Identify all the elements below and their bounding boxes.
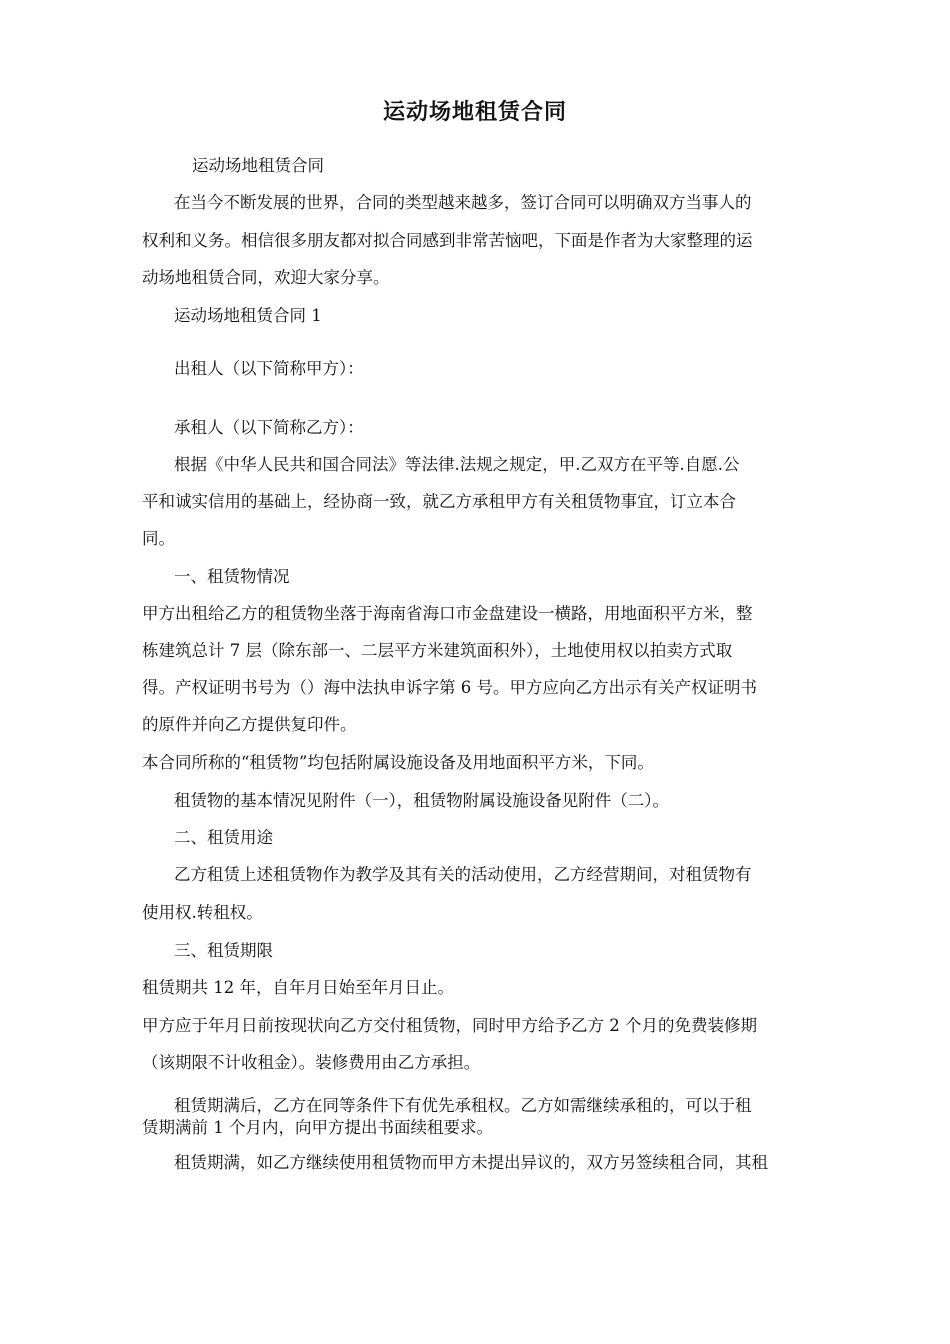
paragraph-line: 租赁物的基本情况见附件（一），租赁物附属设施设备见附件（二）。 bbox=[174, 791, 669, 810]
paragraph-line: 的原件并向乙方提供复印件。 bbox=[142, 715, 357, 734]
paragraph-line: 赁期满前 1 个月内，向甲方提出书面续租要求。 bbox=[142, 1118, 493, 1137]
party-line: 承租人（以下简称乙方）： bbox=[174, 418, 364, 437]
paragraph-line: 同。 bbox=[142, 529, 175, 548]
document-title: 运动场地租赁合同 bbox=[382, 100, 567, 125]
paragraph-line: 权利和义务。相信很多朋友都对拟合同感到非常苦恼吧，下面是作者为大家整理的运 bbox=[142, 231, 753, 250]
paragraph-line: 在当今不断发展的世界，合同的类型越来越多，签订合同可以明确双方当事人的 bbox=[174, 193, 752, 212]
section-heading: 运动场地租赁合同 1 bbox=[174, 306, 322, 325]
paragraph-line: 租赁期共 12 年，自年月日始至年月日止。 bbox=[142, 978, 454, 997]
paragraph-line: 动场地租赁合同，欢迎大家分享。 bbox=[142, 268, 390, 287]
paragraph-line: 租赁期满，如乙方继续使用租赁物而甲方未提出异议的，双方另签续租合同，其租 bbox=[174, 1153, 768, 1172]
paragraph-line: 根据《中华人民共和国合同法》等法律.法规之规定，甲.乙双方在平等.自愿.公 bbox=[174, 455, 740, 474]
paragraph-line: 租赁期满后，乙方在同等条件下有优先承租权。乙方如需继续承租的，可以于租 bbox=[174, 1096, 752, 1115]
paragraph-line: （该期限不计收租金）。装修费用由乙方承担。 bbox=[142, 1053, 481, 1072]
party-line: 出租人（以下简称甲方）： bbox=[174, 359, 364, 378]
paragraph-line: 乙方租赁上述租赁物作为教学及其有关的活动使用，乙方经营期间，对租赁物有 bbox=[174, 865, 752, 884]
paragraph-line: 本合同所称的“租赁物”均包括附属设施设备及用地面积平方米，下同。 bbox=[142, 753, 654, 772]
section-heading: 一、租赁物情况 bbox=[174, 567, 290, 586]
paragraph-line: 栋建筑总计 7 层（除东部一、二层平方米建筑面积外），土地使用权以拍卖方式取 bbox=[142, 641, 733, 660]
paragraph-line: 甲方应于年月日前按现状向乙方交付租赁物，同时甲方给予乙方 2 个月的免费装修期 bbox=[142, 1016, 757, 1035]
section-heading: 三、租赁期限 bbox=[174, 941, 273, 960]
section-heading: 二、租赁用途 bbox=[174, 828, 273, 847]
paragraph-line: 平和诚实信用的基础上，经协商一致，就乙方承租甲方有关租赁物事宜，订立本合 bbox=[142, 492, 736, 511]
paragraph-line: 使用权.转租权。 bbox=[142, 903, 263, 922]
paragraph-line: 得。产权证明书号为（）海中法执申诉字第 6 号。甲方应向乙方出示有关产权证明书 bbox=[142, 678, 757, 697]
paragraph-line: 甲方出租给乙方的租赁物坐落于海南省海口市金盘建设一横路，用地面积平方米，整 bbox=[142, 604, 753, 623]
subtitle-line: 运动场地租赁合同 bbox=[192, 156, 324, 175]
